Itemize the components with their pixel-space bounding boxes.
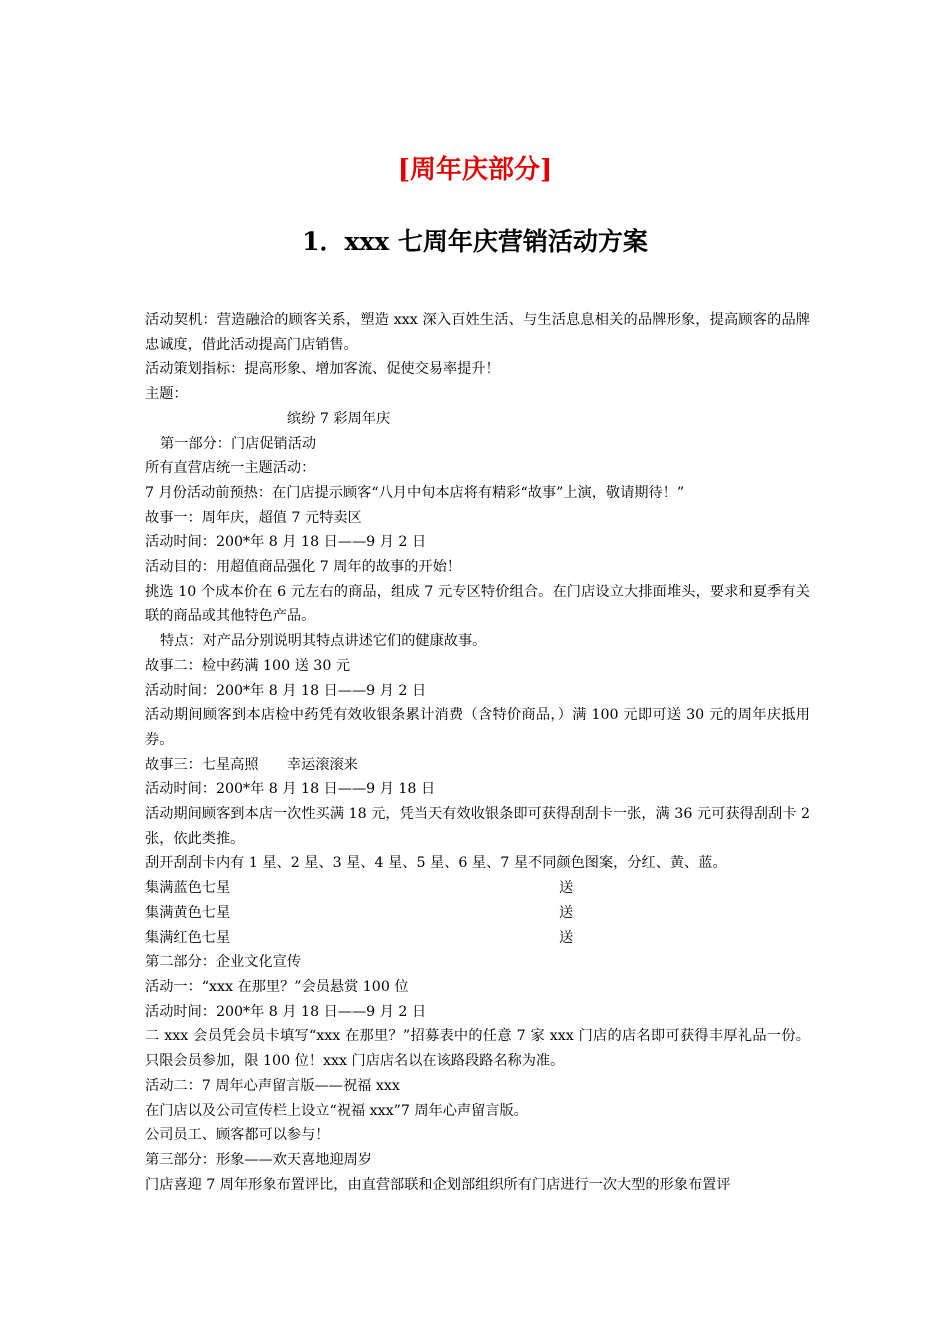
prize-row [145,876,810,901]
paragraph-theme: 缤纷 7 彩周年庆 [287,410,391,427]
paragraph-all-stores: 所有直营店统一主题活动： [145,460,316,477]
heading-activity-two: 活动二：7 周年心声留言版——祝福 xxx [145,1077,400,1094]
paragraph-story-two-time: 活动时间：200*年 8 月 18 日——9 月 2 日 [145,682,427,699]
paragraph-activity-one-time: 活动时间：200*年 8 月 18 日——9 月 2 日 [145,1003,427,1020]
heading-activity-one: 活动一：“xxx 在那里？”会员悬赏 100 位 [145,978,409,995]
prize-row-label: 集满黄色七星 [145,904,231,921]
paragraph-part-three-detail: 门店喜迎 7 周年形象布置评比，由直营部联和企划部组织所有门店进行一次大型的形象布置评 [145,1176,731,1193]
prize-row-action: 送 [559,929,574,946]
paragraph-story-three-detail: 活动期间顾客到本店一次性买满 18 元，凭当天有效收银条即可获得刮刮卡一张，满 36 元可获得刮刮卡 2 张，依此类推。 [145,806,810,847]
paragraph-story-one-detail: 挑选 10 个成本价在 6 元左右的商品，组成 7 元专区特价组合。在门店设立大排面堆头，要求和夏季有关联的商品或其他特色产品。 [145,583,810,625]
paragraph-activity-one-detail: 二 xxx 会员凭会员卡填写“xxx 在那里？”招募表中的任意 7 家 xxx 门店的店名即可获得丰厚礼品一份。只限会员参加，限 100 位！xxx 门店店名以在该路段路名称为准。 [145,1028,810,1070]
paragraph-preheat: 7 月份活动前预热：在门店提示顾客“八月中旬本店将有精彩“故事”上演，敬请期待！” [145,484,685,501]
heading-part-two: 第二部分：企业文化宣传 [145,954,302,971]
prize-row-label: 集满红色七星 [145,929,231,946]
paragraph-activity-two-detail: 在门店以及公司宣传栏上设立“祝福 xxx”7 周年心声留言版。 [145,1102,528,1119]
paragraph-story-two-detail: 活动期间顾客到本店检中药凭有效收银条累计消费（含特价商品，）满 100 元即可送 30 元的周年庆抵用券。 [145,707,810,748]
prize-row-label: 集满蓝色七星 [145,880,231,897]
heading-story-three: 故事三：七星高照 幸运滚滚来 [145,756,358,773]
section-title: [周年庆部分] [397,155,553,185]
heading-story-one: 故事一：周年庆，超值 7 元特卖区 [145,509,362,526]
prize-row [145,926,810,951]
paragraph-activity-two-participants: 公司员工、顾客都可以参与！ [145,1127,330,1144]
prize-row-action: 送 [559,904,574,921]
paragraph-occasion: 活动契机：营造融洽的顾客关系，塑造 xxx 深入百姓生活、与生活息息相关的品牌形象，提高顾客的品牌忠诚度，借此活动提高门店销售。 [145,312,810,353]
heading-part-three: 第三部分：形象——欢天喜地迎周岁 [145,1151,373,1168]
paragraph-story-one-feature: 特点：对产品分别说明其特点讲述它们的健康故事。 [160,633,487,650]
paragraph-story-three-time: 活动时间：200*年 8 月 18 日——9 月 18 日 [145,781,436,798]
document-body [145,308,810,1197]
document-title: 1．xxx 七周年庆营销活动方案 [302,227,648,256]
heading-part-one: 第一部分：门店促销活动 [160,435,317,452]
prize-row-action: 送 [559,880,574,897]
heading-story-two: 故事二：检中药满 100 送 30 元 [145,657,351,674]
paragraph-story-one-time: 活动时间：200*年 8 月 18 日——9 月 2 日 [145,534,427,551]
paragraph-theme-label: 主题： [145,386,188,403]
paragraph-goals: 活动策划指标：提高形象、增加客流、促使交易率提升！ [145,361,500,378]
paragraph-scratch-card: 刮开刮刮卡内有 1 星、2 星、3 星、4 星、5 星、6 星、7 星不同颜色图案，分红、黄、蓝。 [145,855,727,872]
paragraph-story-one-goal: 活动目的：用超值商品强化 7 周年的故事的开始！ [145,559,461,576]
prize-row [145,901,810,926]
